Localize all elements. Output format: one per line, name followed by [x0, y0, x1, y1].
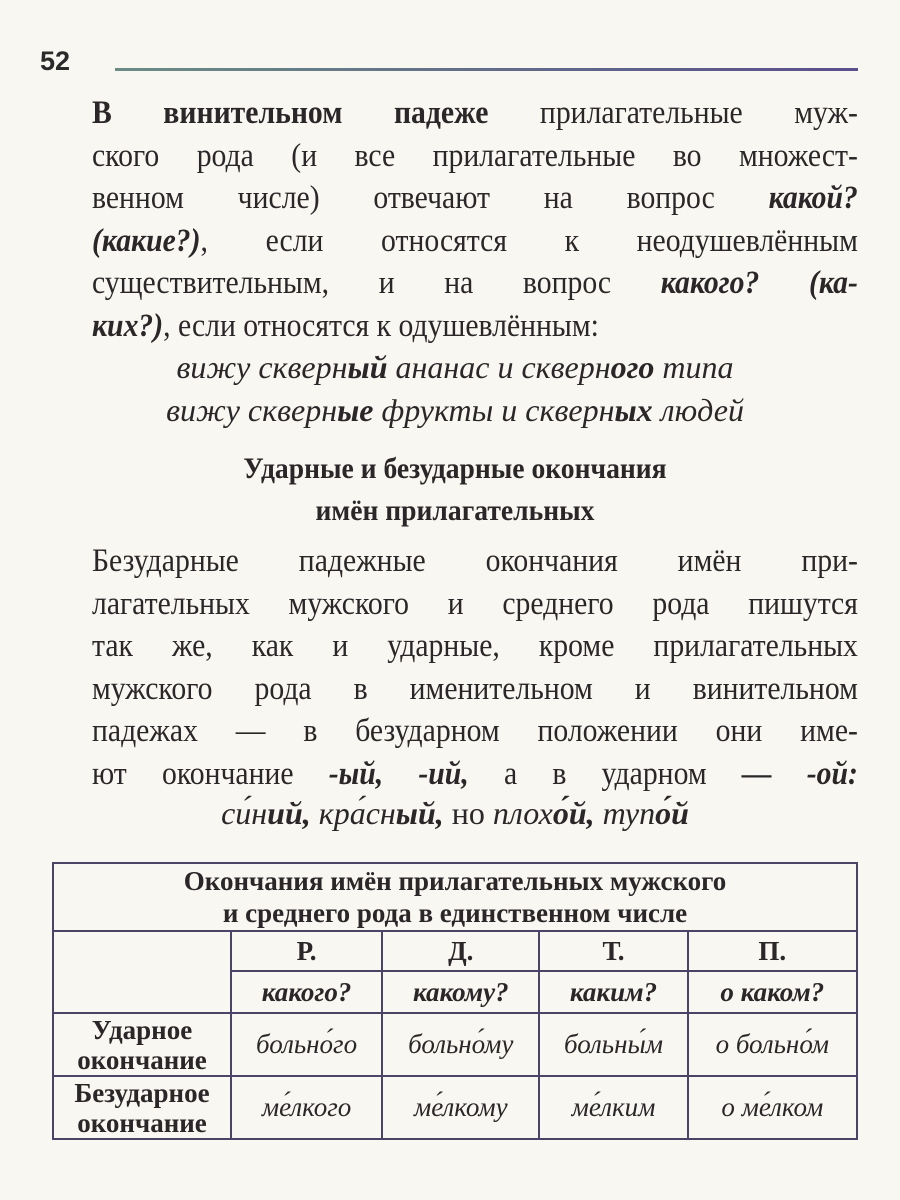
emphasized-text: какого? (ка- [660, 265, 858, 301]
page-number: 52 [40, 46, 71, 76]
text-line [92, 753, 858, 796]
table-cell: о больно́м [688, 1013, 857, 1076]
examples-accusative [52, 346, 858, 431]
text-segment: людей [652, 391, 744, 428]
text-segment: ского рода (и все прилагательные во множест- [92, 137, 858, 174]
case-question: каким? [539, 971, 687, 1013]
emphasized-text: ые [337, 391, 374, 428]
emphasized-text: ого [610, 349, 655, 385]
header-rule [115, 68, 858, 71]
emphasized-text: ких?) [92, 307, 164, 344]
text-segment: си́н [221, 795, 268, 831]
text-line [92, 668, 858, 711]
text-segment: ют окончание [92, 755, 329, 792]
case-header: Р. [231, 931, 382, 971]
emphasized-text: — -ой: [741, 755, 858, 792]
text-line [52, 389, 858, 432]
table-corner [53, 931, 231, 1013]
row-header-line: окончание [77, 1044, 207, 1075]
section-heading [52, 448, 858, 532]
text-line [92, 583, 858, 626]
text-segment: Безударные падежные окончания имён при- [92, 543, 858, 579]
text-line [92, 625, 858, 668]
emphasized-text: (какие?) [92, 222, 201, 259]
text-segment: венном числе) отвечают на вопрос [92, 180, 769, 216]
text-segment: падежах — в безударном положении они име- [92, 713, 858, 749]
case-header: Д. [382, 931, 539, 971]
text-line [92, 177, 858, 220]
text-line [92, 220, 858, 263]
paragraph-unstressed-endings [92, 540, 858, 795]
text-line [92, 135, 858, 178]
endings-table [52, 862, 858, 1140]
text-segment: ананас и скверн [387, 349, 611, 385]
text-segment: типа [654, 349, 734, 385]
case-header: П. [688, 931, 857, 971]
text-segment: лагательных мужского и среднего рода пишутся [92, 585, 858, 622]
table-title [53, 863, 857, 931]
emphasized-text: -ый, -ий, [328, 755, 469, 792]
text-segment: существительным, и на вопрос [92, 265, 661, 301]
emphasized-text: ый, [395, 795, 444, 831]
text-segment: кра́сн [310, 795, 396, 831]
text-segment: плох [492, 795, 553, 831]
table-cell: ме́лкого [231, 1076, 382, 1139]
text-line [92, 540, 858, 583]
table-cell: ме́лкому [382, 1076, 539, 1139]
text-segment: вижу скверн [166, 391, 338, 428]
case-question: какому? [382, 971, 539, 1013]
table-row [53, 1013, 857, 1076]
text-segment: мужского рода в именительном и винительном [92, 670, 858, 707]
emphasized-text: ых [614, 391, 653, 428]
table-cell: больно́му [382, 1013, 539, 1076]
emphasized-text: о́й, [552, 795, 595, 831]
row-header-line: Безударное [74, 1077, 210, 1108]
table-cell: ме́лким [539, 1076, 687, 1139]
table-cell: больны́м [539, 1013, 687, 1076]
row-header-line: Ударное [91, 1014, 193, 1045]
case-question: какого? [231, 971, 382, 1013]
table-cell: о ме́лком [688, 1076, 857, 1139]
heading-line: Ударные и безударные окончания [243, 452, 667, 485]
text-line [92, 92, 858, 135]
text-segment: но [443, 795, 493, 831]
table-title-line: Окончания имён прилагательных мужского [183, 866, 727, 896]
text-segment: прилагательные муж- [488, 95, 858, 131]
table-title-line: и среднего рода в единственном числе [222, 898, 688, 928]
emphasized-text: ий, [267, 795, 311, 831]
examples-stressed [52, 792, 858, 835]
text-line [92, 262, 858, 305]
text-segment: вижу скверн [176, 349, 348, 385]
emphasized-text: ый [347, 349, 388, 385]
text-segment: , если относятся к одушевлённым: [163, 307, 599, 344]
text-segment: фрукты и скверн [373, 391, 615, 428]
table-cell: больно́го [231, 1013, 382, 1076]
row-header [53, 1076, 231, 1139]
text-segment: так же, как и ударные, кроме прилагательных [92, 628, 858, 664]
row-header [53, 1013, 231, 1076]
row-header-line: окончание [77, 1107, 207, 1138]
emphasized-text: В винительном падеже [92, 95, 489, 131]
paragraph-accusative-rule [92, 92, 858, 347]
table-row [53, 1076, 857, 1139]
text-segment: туп [594, 795, 656, 831]
text-line [52, 346, 858, 389]
emphasized-text: какой? [768, 180, 858, 216]
text-segment: , если относятся к неодушевлённым [200, 222, 858, 259]
text-line [52, 792, 858, 835]
heading-line: имён прилагательных [315, 494, 595, 527]
text-line [92, 305, 858, 348]
case-question: о каком? [688, 971, 857, 1013]
text-line [92, 710, 858, 753]
emphasized-text: о́й [655, 795, 689, 831]
text-segment: а в ударном [468, 755, 742, 792]
case-header: Т. [539, 931, 687, 971]
